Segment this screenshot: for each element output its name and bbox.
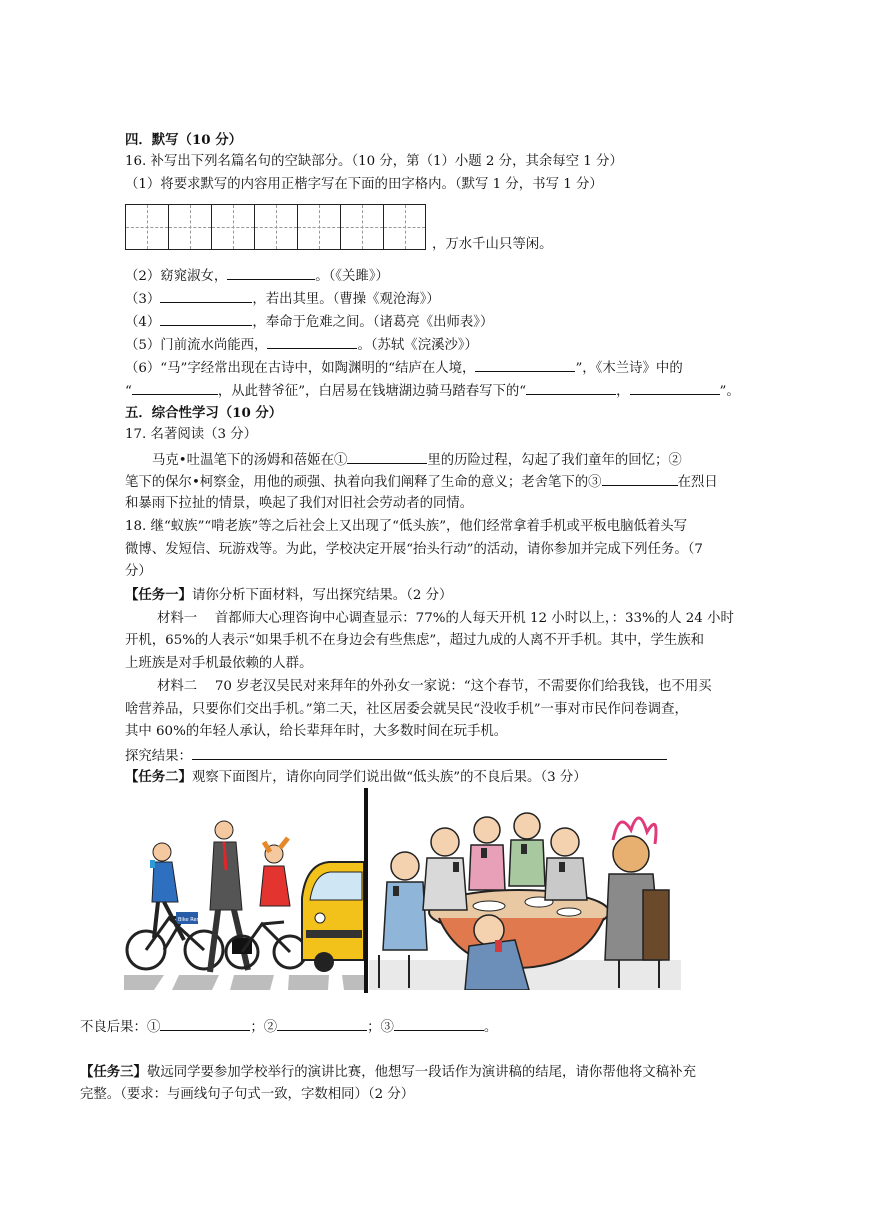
street-phone-illustration <box>124 790 364 990</box>
phone-icon <box>150 860 155 868</box>
walker-head <box>215 821 233 839</box>
q16-6-line2: “ ，从此替爷征”，白居易在钱塘湖边骑马踏春写下的“ ， ”。 <box>125 381 740 401</box>
answer-blank[interactable] <box>394 1017 484 1031</box>
material2-line3: 其中 60%的年轻人承认，给长辈拜年时，大多数时间在玩手机。 <box>125 724 508 739</box>
answer-blank[interactable] <box>132 381 218 395</box>
grid-cell[interactable] <box>254 204 297 250</box>
section5-title: 五．综合性学习（10 分） <box>125 405 283 421</box>
bike-rental-label: Bike Rental <box>178 917 207 923</box>
task3-line2: 完整。（要求：与画线句子句式一致，字数相同）（2 分） <box>80 1087 415 1102</box>
q16-4: （4） ，奉命于危难之间。（诸葛亮《出师表》） <box>125 312 493 332</box>
answer-blank[interactable] <box>277 1017 367 1031</box>
bad-consequences-line: 不良后果：① ；② ；③ 。 <box>80 1017 497 1037</box>
q17-line2: 笔下的保尔•柯察金，用他的顽强、执着向我们阐释了生命的意义；老舍笔下的③ 在烈日 <box>125 472 718 492</box>
q16-2: （2）窈窕淑女， 。（《关雎》） <box>125 266 389 286</box>
answer-blank[interactable] <box>347 450 427 464</box>
q17-stem: 17. 名著阅读（3 分） <box>125 427 258 442</box>
q16-stem: 16. 补写出下列名篇名句的空缺部分。（10 分，第（1）小题 2 分，其余每空 1 分） <box>125 154 623 169</box>
q16-5: （5）门前流水尚能西， 。（苏轼《浣溪沙》） <box>125 335 478 355</box>
material1-line1: 材料一 首都师大心理咨询中心调查显示：77%的人每天开机 12 小时以上，：33%的人 24 小时 <box>157 611 734 626</box>
answer-blank[interactable] <box>192 746 667 760</box>
dinner-phone-illustration <box>369 790 681 990</box>
material2-line1: 材料二 70 岁老汉吴民对来拜年的外孙女一家说：“这个春节，不需要你们给我钱，也不用买 <box>157 679 712 694</box>
answer-blank[interactable] <box>160 1017 250 1031</box>
q16-6-line1: （6）“马”字经常出现在古诗中，如陶渊明的“结庐在人境， ”，《木兰诗》中的 <box>125 358 683 378</box>
section4-title: 四．默写（10 分） <box>125 132 243 148</box>
material1-line2: 开机，65%的人表示“如果手机不在身边会有些焦虑”，超过九成的人离不开手机。其中，学生族和 <box>125 633 705 648</box>
yellow-car <box>302 862 364 972</box>
grid-cell[interactable] <box>125 204 168 250</box>
task3-line: 【任务三】敬远同学要参加学校举行的演讲比赛，他想写一段话作为演讲稿的结尾，请你帮他将文稿补充 <box>80 1064 696 1080</box>
image-divider <box>364 788 368 993</box>
answer-blank[interactable] <box>526 381 616 395</box>
grid-cell[interactable] <box>168 204 211 250</box>
task1-line: 【任务一】请你分析下面材料，写出探究结果。（2 分） <box>125 587 453 603</box>
q16-3: （3） ，若出其里。（曹操《观沧海》） <box>125 289 440 309</box>
answer-blank[interactable] <box>227 266 315 280</box>
q16-1-tail: ，万水千山只等闲。 <box>432 237 553 252</box>
grid-cell[interactable] <box>340 204 383 250</box>
answer-blank[interactable] <box>267 335 357 349</box>
q18-line2: 微博、发短信、玩游戏等。为此，学校决定开展“抬头行动”的活动，请你参加并完成下列任务。（7 <box>125 542 703 557</box>
answer-blank[interactable] <box>160 312 252 326</box>
answer-blank[interactable] <box>602 472 678 486</box>
material1-line3: 上班族是对手机最依赖的人群。 <box>125 656 313 671</box>
answer-blank[interactable] <box>475 358 575 372</box>
q17-line3: 和暴雨下拉扯的情景，唤起了我们对旧社会劳动者的同情。 <box>125 496 474 511</box>
grid-cell[interactable] <box>211 204 254 250</box>
answer-blank[interactable] <box>630 381 720 395</box>
q17-line1: 马克•吐温笔下的汤姆和蓓姬在① 里的历险过程，勾起了我们童年的回忆；② <box>152 450 682 470</box>
result-line: 探究结果： <box>125 746 667 766</box>
cyclist-head <box>153 843 171 861</box>
grid-cell[interactable] <box>383 204 426 250</box>
task2-line: 【任务二】观察下面图片，请你向同学们说出做“低头族”的不良后果。（3 分） <box>125 769 587 785</box>
answer-blank[interactable] <box>160 289 252 303</box>
person-head <box>391 852 419 880</box>
q18-line3: 分） <box>125 564 152 579</box>
material2-line2: 啥营养品，只要你们交出手机。”第二天，社区居委会就吴民“没收手机”一事对市民作问卷调查， <box>125 702 688 717</box>
q18-line1: 18. 继“蚁族”“啃老族”等之后社会上又出现了“低头族”，他们经常拿着手机或平板电脑低着头写 <box>125 519 688 534</box>
tianzige-grid[interactable] <box>125 204 426 250</box>
q16-1-instruction: （1）将要求默写的内容用正楷字写在下面的田字格内。（默写 1 分，书写 1 分） <box>125 177 603 192</box>
grid-cell[interactable] <box>297 204 340 250</box>
